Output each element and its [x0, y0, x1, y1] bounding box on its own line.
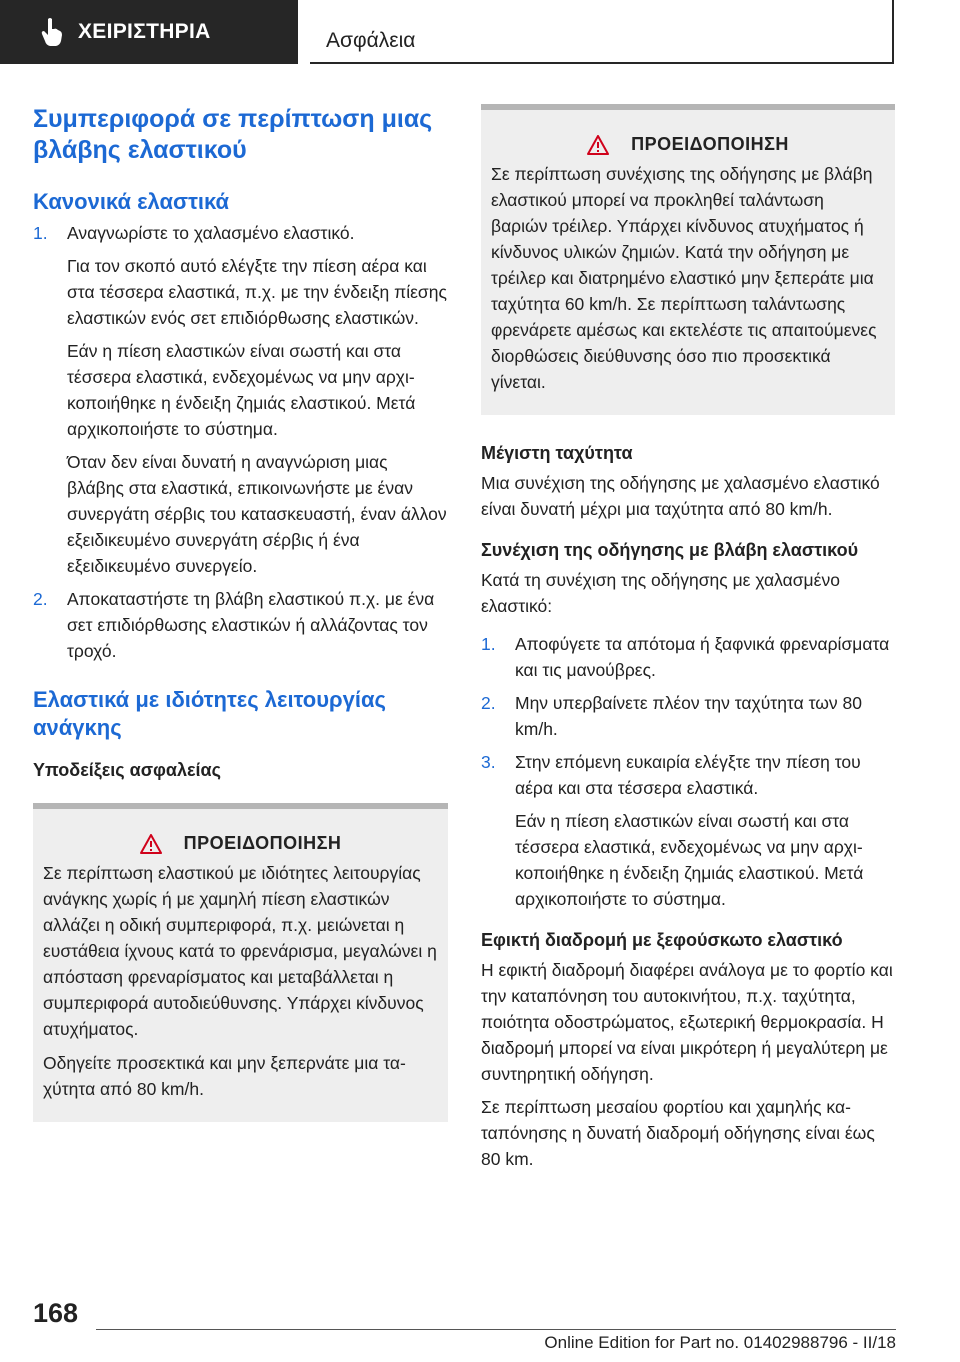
- safety-heading: Υποδείξεις ασφαλείας: [33, 760, 221, 780]
- step-text: Αναγνωρίστε το χαλασμένο ελαστικό.: [67, 223, 355, 243]
- continue-driving-intro: Κατά τη συνέχιση της οδήγησης με χαλασμένο ελαστικό:: [481, 570, 840, 616]
- range-text: Σε περίπτωση μεσαίου φορτίου και χαμηλής καταπόνησης η δυνατή διαδρομή οδήγησης είναι έως 80 km.: [481, 1097, 875, 1169]
- warning-title: ΠΡΟΕΙΔΟΠΟΙΗΣΗ: [183, 833, 342, 853]
- page-title: Συμπεριφορά σε περίπτωση μιας βλάβης ελαστικού: [33, 105, 433, 164]
- subtitle-runflat-tires: Ελαστικά με ιδιότητες λειτουργίας ανάγκης: [33, 687, 386, 740]
- step-paragraph: Εάν η πίεση ελαστικών είναι σωστή και στα τέσσερα ελαστικά, ενδεχομένως να μην αρχικοποιήθηκε η ένδειξη ζημιάς ελαστικού. Μετά αρχικοποιήστε το σύστημα.: [67, 341, 416, 439]
- footer-divider: [96, 1329, 896, 1330]
- list-number: 3.: [481, 752, 496, 772]
- list-item: [33, 586, 448, 664]
- section-title: ΧΕΙΡΙΣΤΗΡΙΑ: [78, 20, 211, 43]
- step-paragraph: Για τον σκοπό αυτό ελέγξτε την πίεση αέρα και στα τέσσερα ελαστικά, π.χ. με την ένδειξη πίεσης ελαστικών ενός σετ επιδιόρθωσης ελαστικών.: [67, 256, 447, 328]
- warning-text: Σε περίπτωση συνέχισης της οδήγησης με βλάβη ελαστικού μπορεί να προκληθεί ταλάντωση βαριών τρέιλερ. Υπάρχει κίνδυνος ατυχήματος ή κίνδυνος υλικών ζημιών. Κατά την οδήγηση με τρέιλερ και διατρημένο ελαστικό μην ξεπεράτε μια ταχύτητα 60 km/h. Σε περίπτωση ταλάντωσης φρενάρετε αμέσως και εκτελέστε τις απαιτούμενες διορθώσεις διεύθυνσης όσο πιο προσεκτικά γίνεται.: [491, 164, 877, 392]
- list-item: [481, 631, 895, 683]
- max-speed-heading: Μέγιστη ταχύτητα: [481, 443, 633, 463]
- step-text: Μην υπερβαίνετε πλέον την ταχύτητα των 80 km/h.: [515, 693, 862, 739]
- hand-pointer-icon: [40, 17, 64, 47]
- warning-triangle-icon: [587, 135, 609, 155]
- list-number: 2.: [481, 693, 496, 713]
- list-item: [481, 749, 895, 912]
- step-text: Αποκαταστήστε τη βλάβη ελαστικού π.χ. με ένα σετ επιδιόρθωσης ελαστικών ή αλλάζοντας τον τροχό.: [67, 589, 435, 661]
- warning-text: Οδηγείτε προσεκτικά και μην ξεπερνάτε μια ταχύτητα από 80 km/h.: [43, 1053, 406, 1099]
- range-heading: Εφικτή διαδρομή με ξεφούσκωτο ελαστικό: [481, 930, 843, 950]
- warning-box: [481, 104, 895, 415]
- warning-triangle-icon: [140, 834, 162, 854]
- chapter-title: Ασφάλεια: [326, 29, 416, 52]
- max-speed-text: Μια συνέχιση της οδήγησης με χαλασμένο ελαστικό είναι δυνατή μέχρι μια ταχύτητα από 80 km/h.: [481, 473, 880, 519]
- step-paragraph: Εάν η πίεση ελαστικών είναι σωστή και στα τέσσερα ελαστικά, ενδεχομένως να μην αρχικοποιήθηκε η ένδειξη ζημιάς ελαστικού. Μετά αρχικοποιήστε το σύστημα.: [515, 811, 864, 909]
- edition-text: Online Edition for Part no. 01402988796 - II/18: [544, 1333, 896, 1352]
- continue-driving-heading: Συνέχιση της οδήγησης με βλάβη ελαστικού: [481, 540, 859, 560]
- list-number: 1.: [33, 223, 48, 243]
- list-item: [33, 220, 448, 579]
- step-paragraph: Όταν δεν είναι δυνατή η αναγνώριση μιας βλάβης στα ελαστικά, επικοινωνήστε με έναν συνεργάτη σέρβις του κατασκευαστή, έναν άλλον εξειδικευμένο συνεργάτη σέρβις ή ένα εξειδικευμένο συνεργείο.: [67, 452, 447, 576]
- list-number: 1.: [481, 634, 496, 654]
- right-column: [481, 104, 895, 1172]
- chapter-header: [310, 0, 894, 64]
- page-number: 168: [33, 1298, 79, 1328]
- step-text: Στην επόμενη ευκαιρία ελέγξτε την πίεση του αέρα και στα τέσσερα ελαστικά.: [515, 752, 861, 798]
- list-item: [481, 690, 895, 742]
- warning-box: [33, 803, 448, 1122]
- left-column: [33, 104, 448, 1122]
- warning-title: ΠΡΟΕΙΔΟΠΟΙΗΣΗ: [631, 134, 789, 154]
- warning-text: Σε περίπτωση ελαστικού με ιδιότητες λειτουργίας ανάγκης χωρίς ή με χαμηλή πίεση ελαστικών αλλάζει η οδική συμπεριφορά, π.χ. μειώνεται η ευστάθεια ίχνους κατά το φρενάρισμα, μεγαλώνει η απόσταση φρεναρίσματος και μεταβάλλεται η συμπεριφορά αυτοδιεύθυνσης. Υπάρχει κίνδυνος ατυχήματος.: [43, 863, 437, 1039]
- section-tab[interactable]: [0, 0, 298, 64]
- step-text: Αποφύγετε τα απότομα ή ξαφνικά φρεναρίσματα και τις μανούβρες.: [515, 634, 890, 680]
- list-number: 2.: [33, 589, 48, 609]
- range-text: Η εφικτή διαδρομή διαφέρει ανάλογα με το φορτίο και την καταπόνηση του αυτοκινήτου, π.χ. ταχύτητα, ποιότητα οδοστρώματος, εξωτερική θερμοκρασία. Η διαδρομή μπορεί να είναι μικρότερη ή μεγαλύτερη με συντηρητική οδήγηση.: [481, 960, 893, 1084]
- subtitle-normal-tires: Κανονικά ελαστικά: [33, 189, 230, 214]
